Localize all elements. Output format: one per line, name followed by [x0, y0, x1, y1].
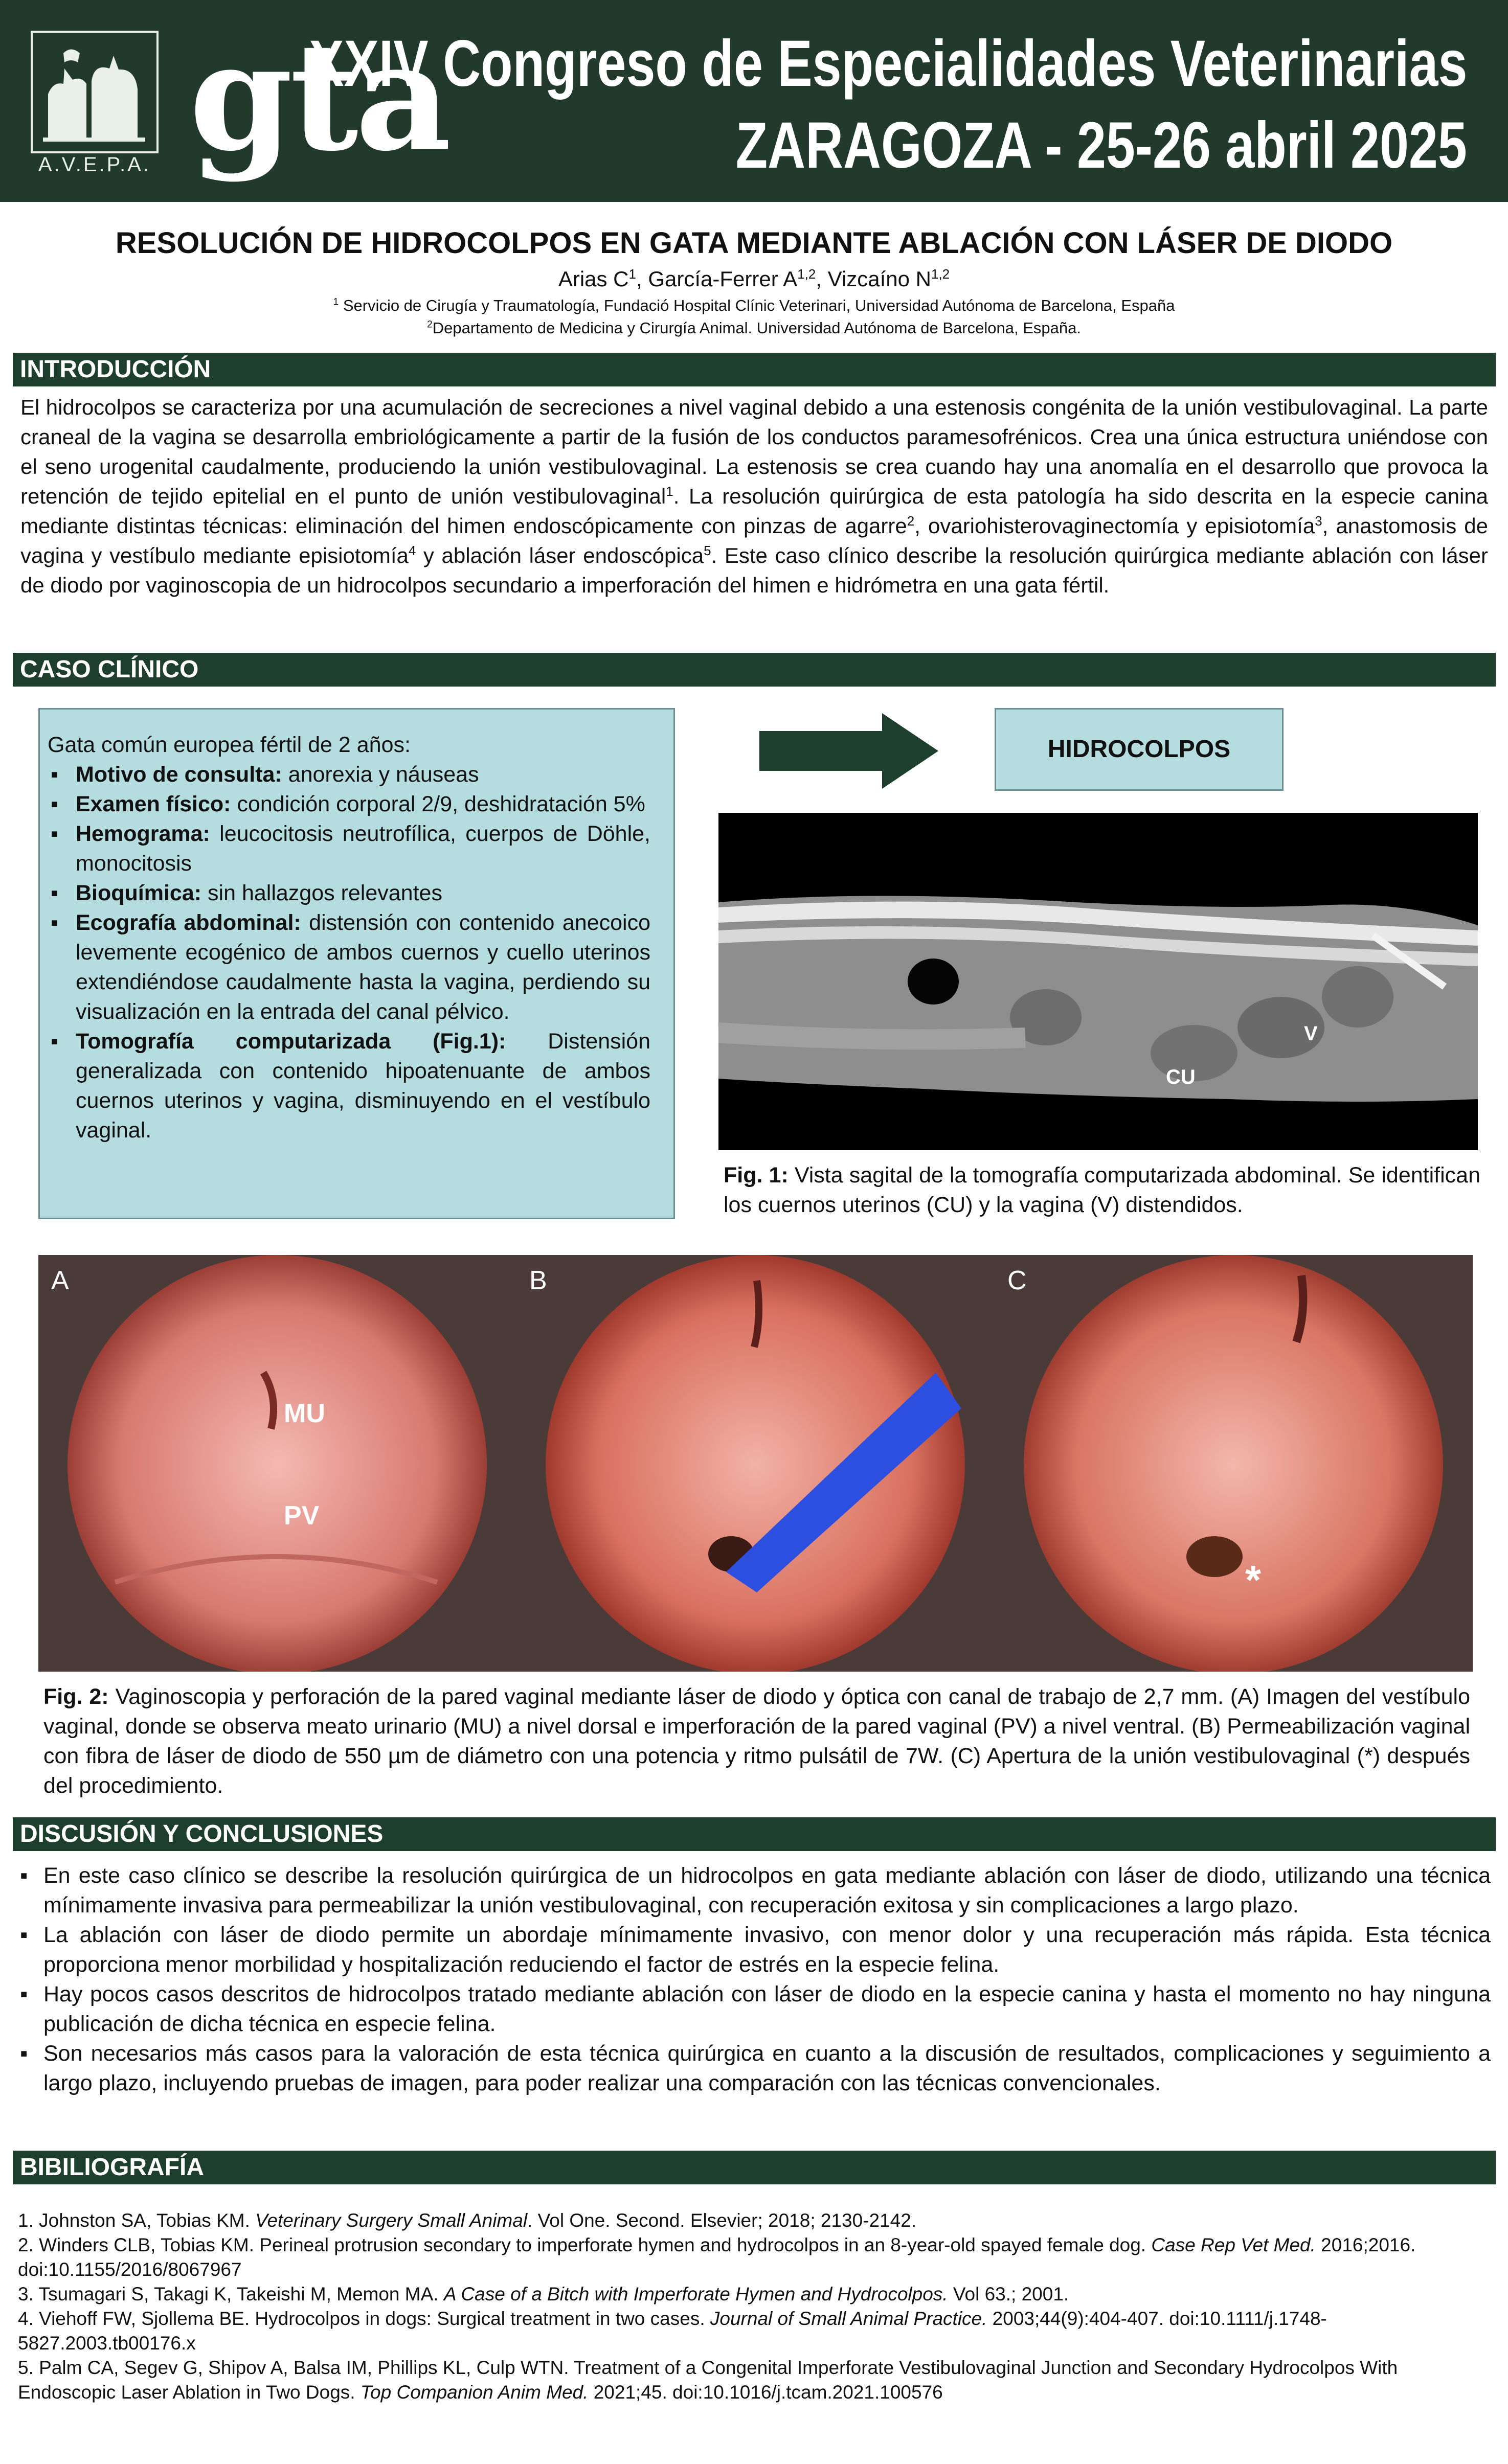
- finding-label: Bioquímica:: [76, 881, 202, 905]
- list-item: [48, 789, 650, 819]
- finding-text: condición corporal 2/9, deshidratación 5%: [231, 792, 645, 816]
- reference-text: 1. Johnston SA, Tobias KM.: [18, 2210, 256, 2231]
- reference-source: Veterinary Surgery Small Animal: [255, 2210, 528, 2231]
- citation-mark: 4: [408, 543, 416, 558]
- author-name: Vizcaíno N: [827, 267, 931, 291]
- caption-label: Fig. 2:: [43, 1684, 109, 1709]
- poster-header: [0, 0, 1508, 202]
- reference-item: [18, 2208, 1491, 2233]
- finding-label: Hemograma:: [76, 822, 210, 846]
- panel-letter: C: [1007, 1266, 1027, 1295]
- finding-label: Ecografía abdominal:: [76, 910, 301, 935]
- brand-logo-text: gta: [189, 10, 448, 184]
- caption-label: Fig. 1:: [724, 1163, 789, 1188]
- reference-list: [18, 2208, 1491, 2405]
- list-item: [48, 760, 650, 789]
- panel-letter: B: [529, 1266, 547, 1295]
- affiliation-text: Departamento de Medicina y Cirurgía Animal. Universidad Autónoma de Barcelona, España.: [432, 319, 1081, 337]
- list-item: ▪ La ablación con láser de diodo permite un abordaje mínimamente invasivo, con menor dolor y una recuperación más rápida. Esta técnica proporciona menor morbilidad y hospitalización reduciendo el factor de estrés en la especie felina.: [18, 1920, 1491, 1979]
- case-summary-box: [38, 708, 675, 1219]
- discussion-bullets: [18, 1861, 1491, 2098]
- intro-text: , ovariohisterovaginectomía y episiotomía: [914, 514, 1315, 538]
- logo-caption: A.V.E.P.A.: [38, 153, 151, 176]
- figure-1-caption: [724, 1160, 1480, 1220]
- case-lead: Gata común europea fértil de 2 años:: [48, 733, 411, 757]
- affiliation-line: [0, 318, 1508, 338]
- endoscopy-panel-c: [995, 1255, 1473, 1672]
- reference-text: 3. Tsumagari S, Takagi K, Takeishi M, Memon MA.: [18, 2284, 444, 2305]
- animals-silhouette-icon: [33, 33, 156, 151]
- list-item: ▪ Hay pocos casos descritos de hidrocolpos tratado mediante ablación con láser de diodo en la especie canina y hasta el momento no hay ninguna publicación de dicha técnica en especie felina.: [18, 1979, 1491, 2039]
- finding-text: sin hallazgos relevantes: [201, 881, 442, 905]
- label-opening-asterisk: *: [1245, 1557, 1262, 1603]
- case-findings-list: [48, 760, 650, 1145]
- label-meato-urinario: MU: [284, 1399, 325, 1428]
- figure-2-caption: [43, 1682, 1470, 1800]
- list-item: [48, 908, 650, 1026]
- reference-text: 2016;2016. doi:10.1155/2016/8067967: [18, 2234, 1416, 2280]
- intro-text: El hidrocolpos se caracteriza por una acumulación de secreciones a nivel vaginal debido a una estenosis congénita de la unión vestibulovaginal. La parte craneal de la vagina se desarrolla embriológicamente a partir de la fusión de los conductos paramesofrénicos. Crea una única estructura uniéndose con el seno urogenital caudalmente, produciendo la unión vestibulovaginal. La estenosis se crea cuando hay una anomalía en el desarrollo que provoca la retención de tejido epitelial en el punto de unión vestibulovaginal: [20, 395, 1488, 508]
- poster-title: RESOLUCIÓN DE HIDROCOLPOS EN GATA MEDIANTE ABLACIÓN CON LÁSER DE DIODO: [115, 226, 1393, 260]
- author-name: Arias C: [558, 267, 629, 291]
- author-separator: ,: [636, 267, 648, 291]
- ct-label-uterine-horns: CU: [1166, 1066, 1196, 1088]
- affiliation-mark: 2: [427, 319, 433, 330]
- author-affiliation-mark: 1: [628, 266, 637, 282]
- finding-label: Motivo de consulta:: [76, 762, 282, 787]
- list-item: ▪ En este caso clínico se describe la resolución quirúrgica de un hidrocolpos en gata mediante ablación con láser de diodo, utilizando una técnica mínimamente invasiva para permeabilizar la unión vestibulovaginal, con recuperación exitosa y sin complicaciones a largo plazo.: [18, 1861, 1491, 1920]
- label-pared-vaginal: PV: [284, 1501, 320, 1531]
- panel-letter: A: [51, 1266, 69, 1295]
- reference-text: . Vol One. Second. Elsevier; 2018; 2130-2142.: [527, 2210, 917, 2231]
- citation-mark: 5: [704, 543, 711, 558]
- author-list: [0, 266, 1508, 292]
- reference-text: 2. Winders CLB, Tobias KM. Perineal protrusion secondary to imperforate hymen and hydrocolpos in an 8-year-old spayed female dog.: [18, 2234, 1152, 2255]
- avepa-logo: [31, 31, 159, 153]
- intro-text: , anastomosis de vagina y vestíbulo mediante episiotomía: [20, 514, 1488, 567]
- reference-text: 2003;44(9):404-407. doi:10.1111/j.1748-5827.2003.tb00176.x: [18, 2308, 1327, 2354]
- intro-paragraph: [20, 393, 1488, 600]
- section-header-introduccion: INTRODUCCIÓN: [13, 353, 1496, 386]
- affiliation-mark: 1: [333, 296, 339, 308]
- intro-text: . Este caso clínico describe la resolución quirúrgica mediante ablación con láser de diodo por vaginoscopia de un hidrocolpos secundario a imperforación del himen e hidrómetra en una gata fértil.: [20, 543, 1488, 597]
- endoscopy-panel-b: [516, 1255, 995, 1672]
- ct-sagittal-image: [718, 813, 1478, 1150]
- endoscopy-view-graphic: [995, 1255, 1473, 1672]
- finding-text: anorexia y náuseas: [282, 762, 479, 787]
- intro-text: y ablación láser endoscópica: [416, 543, 704, 567]
- intro-text: . La resolución quirúrgica de esta patología ha sido descrita en la especie canina mediante distintas técnicas: eliminación del himen endoscópicamente con pinzas de agarre: [20, 484, 1488, 538]
- finding-text: distensión con contenido anecoico levemente ecogénico de ambos cuernos y cuello uterinos extendiéndose caudalmente hasta la vagina, perdiendo su visualización en la entrada del canal pélvico.: [76, 910, 651, 1024]
- reference-item: [18, 2233, 1491, 2282]
- affiliation-line: [0, 295, 1508, 316]
- section-header-discusion: DISCUSIÓN Y CONCLUSIONES: [13, 1817, 1496, 1851]
- author-affiliation-mark: 1,2: [797, 266, 816, 282]
- citation-mark: 2: [907, 513, 915, 529]
- arrow-right-icon: [759, 731, 882, 771]
- congress-title: XXIV Congreso de Especialidades Veterinarias: [308, 27, 1467, 100]
- reference-text: Vol 63.; 2001.: [948, 2284, 1069, 2305]
- reference-text: 2021;45. doi:10.1016/j.tcam.2021.100576: [588, 2382, 943, 2403]
- congress-location-date: ZARAGOZA - 25-26 abril 2025: [735, 109, 1467, 182]
- reference-source: Top Companion Anim Med.: [360, 2382, 589, 2403]
- reference-text: 5. Palm CA, Segev G, Shipov A, Balsa IM, Phillips KL, Culp WTN. Treatment of a Congenital Imperforate Vestibulovaginal Junction and Secondary Hydrocolpos With Endoscopic Laser Ablation in Two Dogs.: [18, 2357, 1398, 2403]
- reference-item: [18, 2282, 1491, 2307]
- discussion-list: [18, 1861, 1491, 2098]
- finding-label: Tomografía computarizada (Fig.1):: [76, 1029, 506, 1054]
- reference-source: A Case of a Bitch with Imperforate Hymen and Hydrocolpos.: [443, 2284, 948, 2305]
- list-item: ▪ Son necesarios más casos para la valoración de esta técnica quirúrgica en cuanto a la discusión de resultados, complicaciones y seguimiento a largo plazo, incluyendo pruebas de imagen, para poder realizar una comparación con las técnicas convencionales.: [18, 2039, 1491, 2098]
- affiliation-text: Servicio de Cirugía y Traumatología, Fundació Hospital Clínic Veterinari, Universidad Autónoma de Barcelona, España: [339, 296, 1175, 314]
- endoscopy-view-graphic: [38, 1255, 516, 1672]
- hidrocolpos-label-box: HIDROCOLPOS: [995, 708, 1284, 791]
- reference-item: [18, 2356, 1491, 2405]
- reference-text: 4. Viehoff FW, Sjollema BE. Hydrocolpos in dogs: Surgical treatment in two cases.: [18, 2308, 710, 2329]
- citation-mark: 1: [666, 484, 673, 499]
- finding-label: Examen físico:: [76, 792, 231, 816]
- list-item: [48, 819, 650, 878]
- arrow-head-icon: [882, 713, 938, 789]
- author-name: García-Ferrer A: [648, 267, 798, 291]
- ct-label-vagina: V: [1304, 1022, 1318, 1045]
- reference-source: Case Rep Vet Med.: [1151, 2234, 1316, 2255]
- ct-scan-graphic: [718, 813, 1478, 1150]
- reference-source: Journal of Small Animal Practice.: [710, 2308, 987, 2329]
- author-separator: ,: [816, 267, 828, 291]
- reference-item: [18, 2307, 1491, 2356]
- caption-text: Vista sagital de la tomografía computarizada abdominal. Se identifican los cuernos uterinos (CU) y la vagina (V) distendidos.: [724, 1163, 1481, 1217]
- endoscopy-view-graphic: [516, 1255, 995, 1672]
- list-item: [48, 878, 650, 908]
- section-header-caso-clinico: CASO CLÍNICO: [13, 653, 1496, 687]
- author-affiliation-mark: 1,2: [931, 266, 950, 282]
- citation-mark: 3: [1315, 513, 1322, 529]
- list-item: [48, 1026, 650, 1145]
- caption-text: Vaginoscopia y perforación de la pared vaginal mediante láser de diodo y óptica con canal de trabajo de 2,7 mm. (A) Imagen del vestíbulo vaginal, donde se observa meato urinario (MU) a nivel dorsal e imperforación de la pared vaginal (PV) a nivel ventral. (B) Permeabilización vaginal con fibra de láser de diodo de 550 µm de diámetro con una potencia y ritmo pulsátil de 7W. (C) Apertura de la unión vestibulovaginal (*) después del procedimiento.: [43, 1684, 1470, 1798]
- finding-text: Distensión generalizada con contenido hipoatenuante de ambos cuernos uterinos y vagina, disminuyendo en el vestíbulo vaginal.: [76, 1029, 650, 1143]
- section-header-bibliografia: BIBILIOGRAFÍA: [13, 2151, 1496, 2184]
- endoscopy-panel-a: [38, 1255, 516, 1672]
- finding-text: leucocitosis neutrofílica, cuerpos de Döhle, monocitosis: [76, 822, 650, 876]
